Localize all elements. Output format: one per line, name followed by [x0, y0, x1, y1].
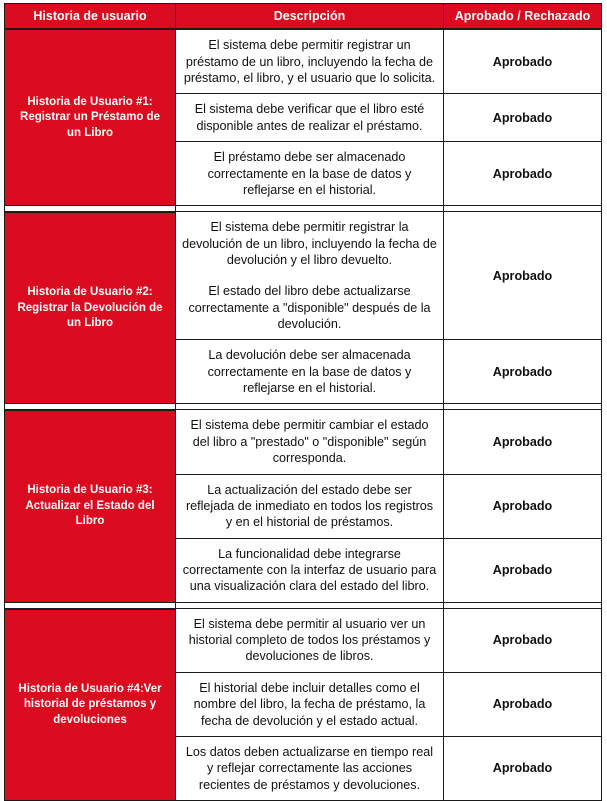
description-paragraph: El sistema debe permitir registrar un préstamo de un libro, incluyendo la fecha de préstamo, el libro, y el usuario que lo solicita. — [183, 38, 436, 86]
description-paragraph: La devolución debe ser almacenada correctamente en la base de datos y reflejarse en el historial. — [207, 348, 412, 396]
status-badge: Aprobado — [443, 673, 602, 737]
story-title-cell: Historia de Usuario #1: Registrar un Préstamo de un Libro — [4, 29, 175, 206]
description-cell — [175, 410, 443, 474]
description-cell — [175, 673, 443, 737]
description-paragraph: El historial debe incluir detalles como el nombre del libro, la fecha de préstamo, la fecha de devolución y el estado actual. — [193, 680, 426, 728]
status-badge: Aprobado — [443, 609, 602, 673]
table-header — [4, 3, 602, 29]
table-body — [4, 29, 602, 801]
status-badge: Aprobado — [443, 410, 602, 474]
description-cell — [175, 29, 443, 94]
description-paragraph: La actualización del estado debe ser reflejada de inmediato en todos los registros y en el historial de préstamos. — [185, 482, 434, 530]
description-cell — [175, 609, 443, 673]
table-row — [4, 609, 602, 673]
column-header-status: Aprobado / Rechazado — [443, 3, 602, 29]
story-title-cell: Historia de Usuario #2: Registrar la Devolución de un Libro — [4, 212, 175, 404]
status-badge: Aprobado — [443, 737, 602, 801]
column-header-story: Historia de usuario — [4, 3, 175, 29]
description-paragraph: La funcionalidad debe integrarse correctamente con la interfaz de usuario para una visualización clara del estado del libro. — [182, 546, 437, 594]
description-paragraph: El sistema debe permitir al usuario ver un historial completo de todos los préstamos y devoluciones de libros. — [188, 616, 431, 664]
description-paragraph: El sistema debe permitir registrar la devolución de un libro, incluyendo la fecha de devolución y el libro devuelto. — [182, 220, 437, 267]
status-badge: Aprobado — [443, 475, 602, 539]
description-cell — [175, 212, 443, 340]
status-badge: Aprobado — [443, 539, 602, 603]
story-title-cell: Historia de Usuario #3: Actualizar el Estado del Libro — [4, 410, 175, 602]
description-cell — [175, 475, 443, 539]
table-row — [4, 410, 602, 474]
description-cell — [175, 94, 443, 142]
description-paragraph: Los datos deben actualizarse en tiempo real y reflejar correctamente las acciones recientes de préstamos y devoluciones. — [185, 744, 434, 792]
description-paragraph: El sistema debe permitir cambiar el estado del libro a "prestado" o "disponible" según corresponda. — [190, 418, 429, 466]
table-row — [4, 29, 602, 94]
status-badge: Aprobado — [443, 212, 602, 340]
status-badge: Aprobado — [443, 142, 602, 206]
description-cell — [175, 539, 443, 603]
status-badge: Aprobado — [443, 29, 602, 94]
status-badge: Aprobado — [443, 94, 602, 142]
description-cell — [175, 737, 443, 801]
header-row — [4, 3, 602, 29]
column-header-description: Descripción — [175, 3, 443, 29]
description-paragraph: El sistema debe verificar que el libro esté disponible antes de realizar el préstamo. — [194, 102, 425, 133]
user-stories-table — [4, 3, 602, 801]
story-title-cell: Historia de Usuario #4:Ver historial de préstamos y devoluciones — [4, 609, 175, 801]
table-row — [4, 212, 602, 340]
description-cell — [175, 340, 443, 404]
description-paragraph: El préstamo debe ser almacenado correctamente en la base de datos y reflejarse en el historial. — [207, 150, 412, 197]
description-cell — [175, 142, 443, 206]
description-paragraph: El estado del libro debe actualizarse correctamente a "disponible" después de la devolución. — [188, 284, 431, 332]
status-badge: Aprobado — [443, 340, 602, 404]
